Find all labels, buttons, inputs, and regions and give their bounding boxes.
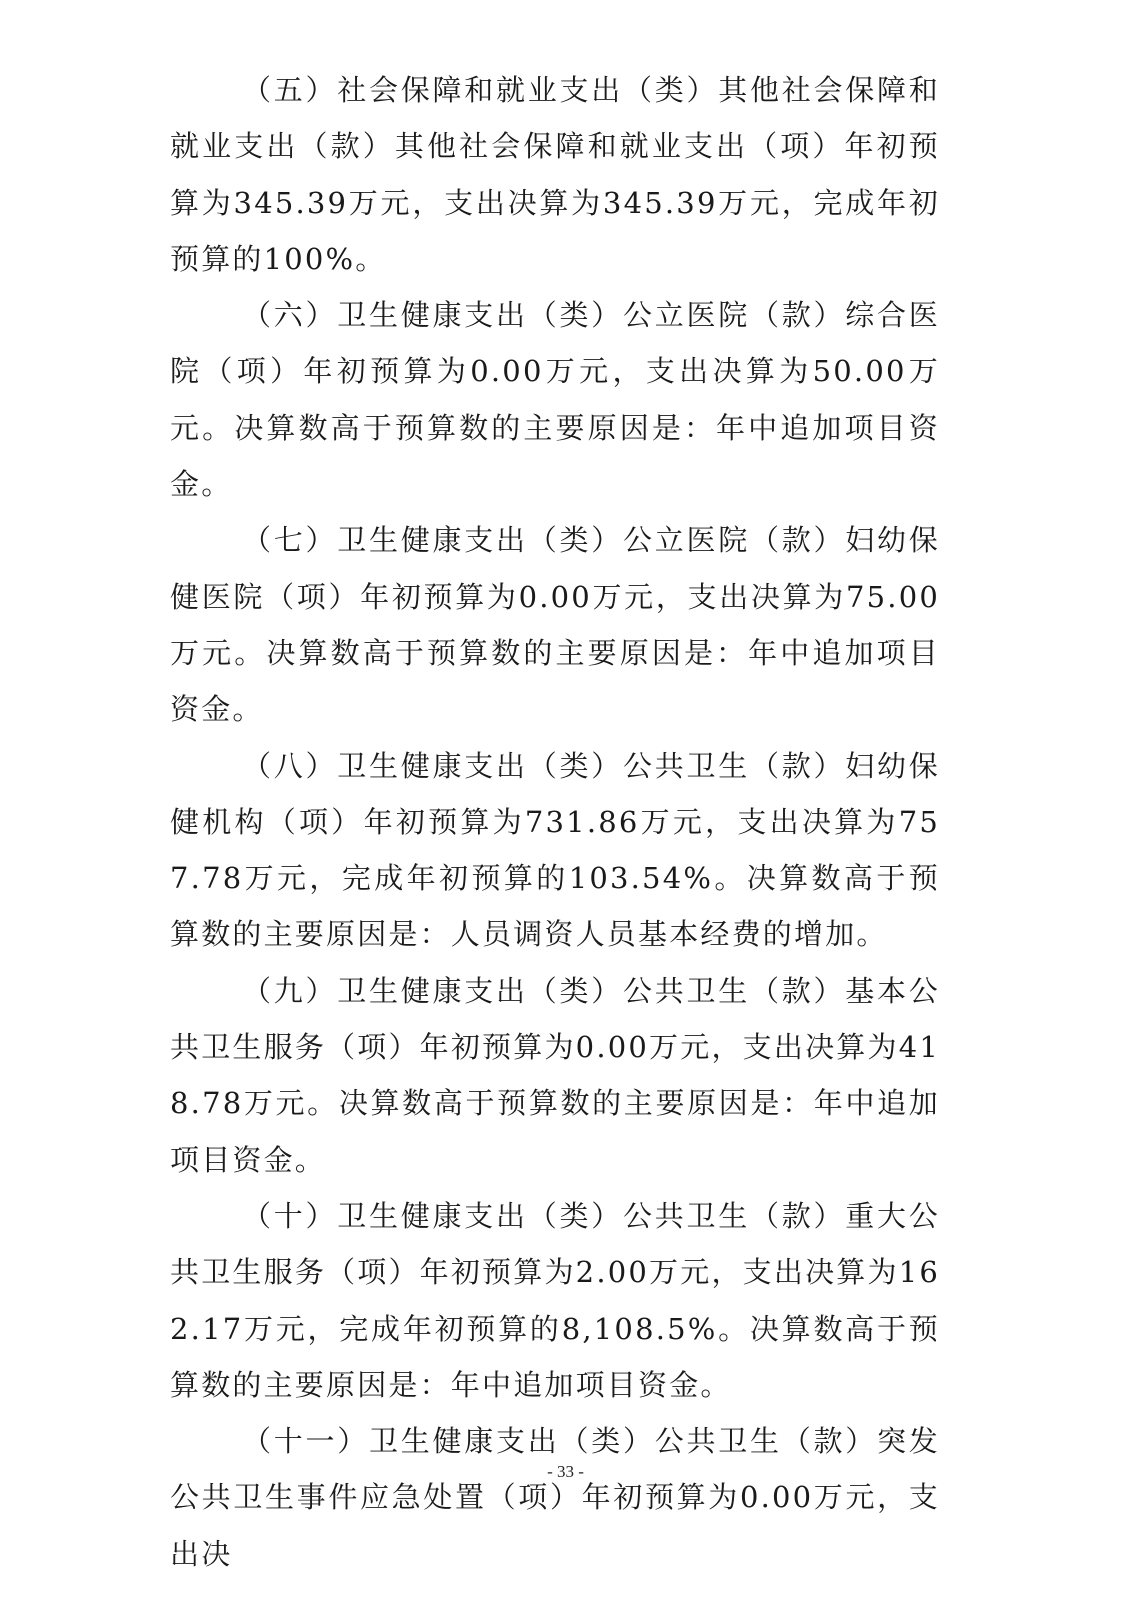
paragraph-10-major-public-health: （十）卫生健康支出（类）公共卫生（款）重大公共卫生服务（项）年初预算为2.00万元，支出决算为162.17万元，完成年初预算的8,108.5%。决算数高于预算数的主要原因是：年中追加项目资金。 <box>170 1198 940 1402</box>
paragraph-11-emergency-response: （十一）卫生健康支出（类）公共卫生（款）突发公共卫生事件应急处置（项）年初预算为0.00万元，支出决 <box>170 1424 940 1571</box>
document-body <box>170 62 940 1582</box>
paragraph-6-general-hospital: （六）卫生健康支出（类）公立医院（款）综合医院（项）年初预算为0.00万元，支出决算为50.00万元。决算数高于预算数的主要原因是：年中追加项目资金。 <box>170 298 940 502</box>
paragraph-5-social-security: （五）社会保障和就业支出（类）其他社会保障和就业支出（款）其他社会保障和就业支出（项）年初预算为345.39万元，支出决算为345.39万元，完成年初预算的100%。 <box>170 73 940 276</box>
paragraph-8-maternal-child-institution: （八）卫生健康支出（类）公共卫生（款）妇幼保健机构（项）年初预算为731.86万元，支出决算为757.78万元，完成年初预算的103.54%。决算数高于预算数的主要原因是：人员调资人员基本经费的增加。 <box>170 748 940 952</box>
paragraph-9-basic-public-health: （九）卫生健康支出（类）公共卫生（款）基本公共卫生服务（项）年初预算为0.00万元，支出决算为418.78万元。决算数高于预算数的主要原因是：年中追加项目资金。 <box>170 973 940 1177</box>
paragraph-7-maternal-child-hospital: （七）卫生健康支出（类）公立医院（款）妇幼保健医院（项）年初预算为0.00万元，支出决算为75.00万元。决算数高于预算数的主要原因是：年中追加项目资金。 <box>170 523 940 727</box>
page-number: - 33 - <box>547 1462 584 1481</box>
